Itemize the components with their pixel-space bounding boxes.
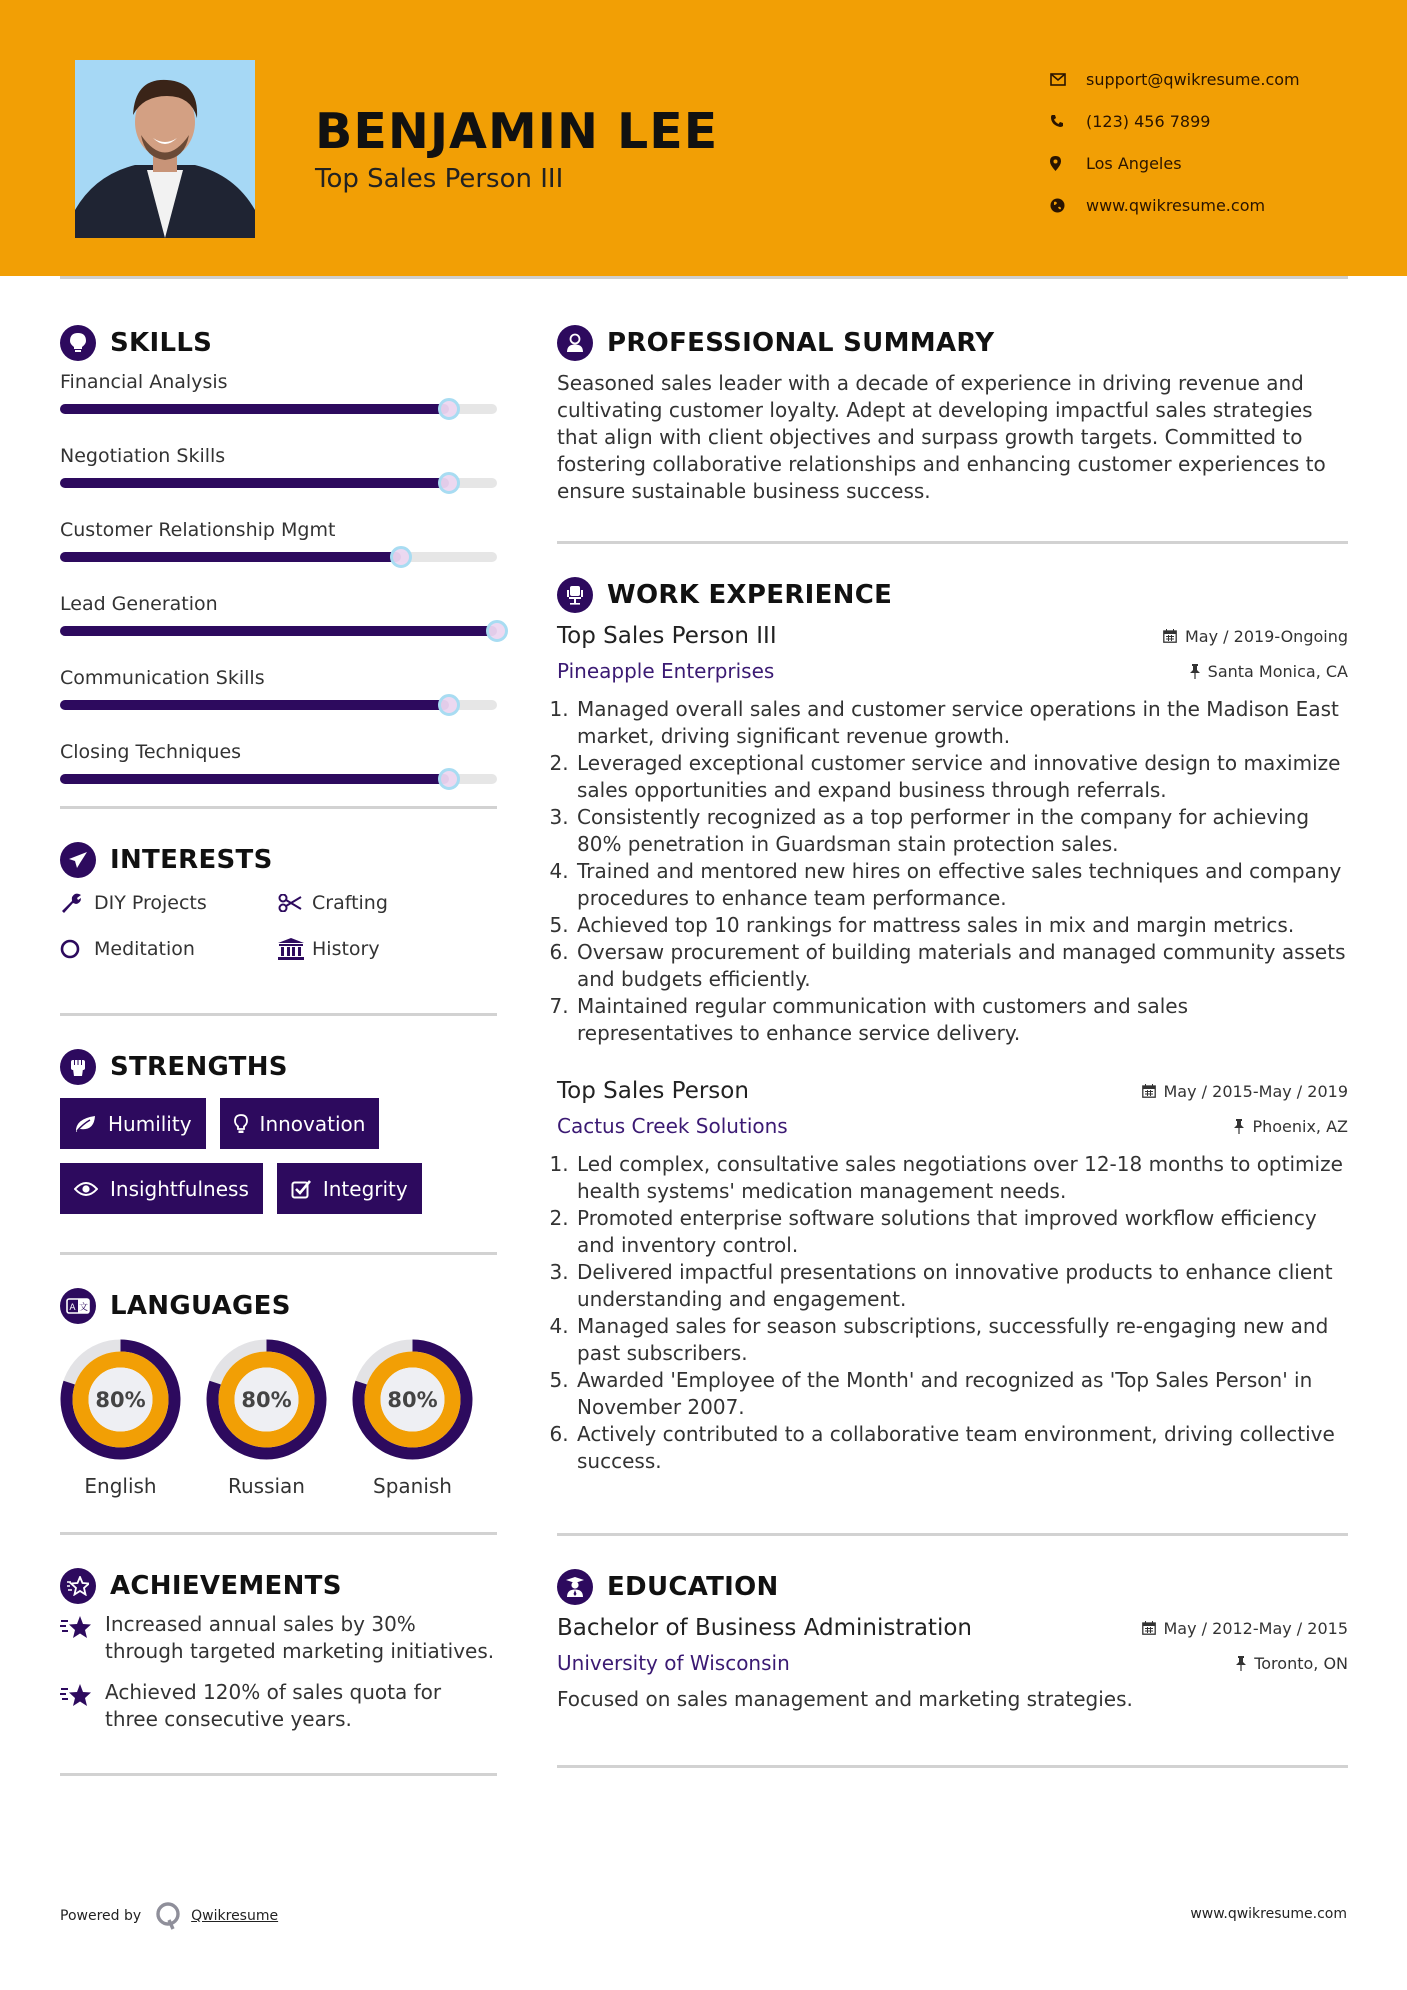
skill-knob xyxy=(438,472,460,494)
summary-text: Seasoned sales leader with a decade of experience in driving revenue and cultivating customer loyalty. Adept at developing impactful sales strategies that align with client objectives and surpass growth targets. Committed to fostering collaborative relationships and enhancing customer experiences to ensure sustainable business success. xyxy=(557,371,1326,503)
envelope-icon xyxy=(1050,73,1086,86)
contact-phone-text: (123) 456 7899 xyxy=(1086,111,1211,131)
eye-icon xyxy=(74,1181,98,1197)
summary-heading: PROFESSIONAL SUMMARY xyxy=(557,320,1348,366)
strength-chip: Insightfulness xyxy=(60,1163,263,1214)
leaf-icon xyxy=(74,1115,96,1133)
globe-icon xyxy=(1050,198,1086,213)
chair-icon xyxy=(557,577,593,613)
candidate-title: Top Sales Person III xyxy=(315,164,564,194)
achievement-item: Achieved 120% of sales quota for three consecutive years. xyxy=(60,1679,497,1733)
footer-website[interactable]: www.qwikresume.com xyxy=(1190,1906,1347,1922)
job-title: Top Sales Person III xyxy=(557,623,777,649)
achievement-item: Increased annual sales by 30% through targeted marketing initiatives. xyxy=(60,1611,497,1665)
paper-plane-icon xyxy=(60,842,96,878)
qwikresume-logo-icon xyxy=(155,1902,181,1930)
map-marker-icon xyxy=(1050,156,1086,171)
skill-bar xyxy=(60,404,497,414)
circle-icon xyxy=(60,939,94,959)
lightbulb-icon xyxy=(60,325,96,361)
interest-item: Meditation xyxy=(60,929,278,969)
job-dates: May / 2019-Ongoing xyxy=(1163,627,1348,646)
language-donut: 80% xyxy=(60,1339,181,1460)
achievements-list xyxy=(60,1611,497,1733)
language-item: 80% Spanish xyxy=(352,1339,473,1498)
contact-location xyxy=(1050,142,1300,184)
left-column xyxy=(60,320,497,1776)
job-company: Cactus Creek Solutions xyxy=(557,1114,788,1138)
skill-item: Customer Relationship Mgmt xyxy=(60,510,497,562)
skill-knob xyxy=(438,768,460,790)
job-bullets: 1. Managed overall sales and customer service operations in the Madison East market, driving significant revenue growth. 2. Leveraged exceptional customer service and innovative design to maximize sales opportunities and expand business through referrals. 3. Consistently recognized as a top performer in the company for achieving 80% penetration in Guardsman stain protection sales. 4. Trained and mentored new hires on effective sales techniques and company procedures to enhance team performance. 5. Achieved top 10 rankings for mattress sales in mix and margin metrics. 6. Oversaw procurement of building materials and managed community assets and budgets efficiently. 7. Maintained regular communication with customers and sales representatives to enhance service delivery. xyxy=(557,696,1348,1047)
language-item: 80% Russian xyxy=(206,1339,327,1498)
contact-email[interactable] xyxy=(1050,58,1300,100)
skill-bar xyxy=(60,774,497,784)
languages-heading: A 文 LANGUAGES xyxy=(60,1283,497,1329)
svg-text:A: A xyxy=(69,1303,76,1313)
section-divider xyxy=(60,1252,497,1255)
language-donut: 80% xyxy=(352,1339,473,1460)
qwikresume-link[interactable]: Qwikresume xyxy=(191,1908,279,1924)
language-item: 80% English xyxy=(60,1339,181,1498)
achievements-heading: ACHIEVEMENTS xyxy=(60,1563,497,1609)
skill-item: Negotiation Skills xyxy=(60,436,497,488)
calendar-icon xyxy=(1142,1621,1156,1635)
section-divider xyxy=(60,806,497,809)
header-divider xyxy=(60,276,1348,279)
star-icon xyxy=(60,1611,105,1643)
user-icon xyxy=(557,325,593,361)
star-badge-icon xyxy=(60,1568,96,1604)
section-divider xyxy=(557,541,1348,544)
scissors-icon xyxy=(278,894,312,912)
star-icon xyxy=(60,1679,105,1711)
pushpin-icon xyxy=(1234,1119,1244,1134)
interests-list xyxy=(60,883,497,969)
interest-item: History xyxy=(278,929,496,969)
job-entry xyxy=(557,1073,1348,1475)
skills-heading: SKILLS xyxy=(60,320,497,366)
strengths-heading: STRENGTHS xyxy=(60,1044,497,1090)
school: University of Wisconsin xyxy=(557,1651,790,1675)
section-divider xyxy=(60,1773,497,1776)
job-title: Top Sales Person xyxy=(557,1078,749,1104)
section-divider xyxy=(557,1765,1348,1768)
language-donut: 80% xyxy=(206,1339,327,1460)
skill-item: Financial Analysis xyxy=(60,362,497,414)
interests-heading: INTERESTS xyxy=(60,837,497,883)
job-location: Phoenix, AZ xyxy=(1234,1117,1348,1136)
strength-chip: Innovation xyxy=(220,1098,380,1149)
degree: Bachelor of Business Administration xyxy=(557,1615,972,1641)
skill-knob xyxy=(438,694,460,716)
job-entry xyxy=(557,618,1348,1047)
job-company: Pineapple Enterprises xyxy=(557,659,775,683)
skills-list xyxy=(60,362,497,784)
skill-bar xyxy=(60,552,497,562)
language-icon xyxy=(60,1288,96,1324)
calendar-icon xyxy=(1142,1084,1156,1098)
education-location: Toronto, ON xyxy=(1236,1654,1348,1673)
strengths-list xyxy=(60,1098,497,1214)
education-heading: EDUCATION xyxy=(557,1564,1348,1610)
svg-text:文: 文 xyxy=(78,1303,89,1313)
section-divider xyxy=(60,1013,497,1016)
job-bullets: 1. Led complex, consultative sales negotiations over 12-18 months to optimize health systems' medication management needs. 2. Promoted enterprise software solutions that improved workflow efficiency and inventory control. 3. Delivered impactful presentations on innovative products to enhance client understanding and engagement. 4. Managed sales for season subscriptions, successfully re-engaging new and past subscribers. 5. Awarded 'Employee of the Month' and recognized as 'Top Sales Person' in November 2007. 6. Actively contributed to a collaborative team environment, driving collective success. xyxy=(557,1151,1348,1475)
interest-item: Crafting xyxy=(278,883,496,923)
skill-knob xyxy=(390,546,412,568)
contact-list xyxy=(1050,58,1300,226)
education-description: Focused on sales management and marketing strategies. xyxy=(557,1687,1133,1711)
calendar-icon xyxy=(1163,629,1177,643)
skill-item: Lead Generation xyxy=(60,584,497,636)
checkbox-icon xyxy=(291,1179,311,1199)
skill-knob xyxy=(486,620,508,642)
education-entry xyxy=(557,1610,1348,1713)
contact-location-text: Los Angeles xyxy=(1086,153,1182,173)
contact-website-text: www.qwikresume.com xyxy=(1086,195,1266,215)
contact-email-text: support@qwikresume.com xyxy=(1086,69,1300,89)
skill-bar xyxy=(60,700,497,710)
strength-chip: Integrity xyxy=(277,1163,422,1214)
skill-bar xyxy=(60,626,497,636)
section-divider xyxy=(557,1533,1348,1536)
job-dates: May / 2015-May / 2019 xyxy=(1142,1082,1349,1101)
languages-list xyxy=(60,1339,497,1498)
lightbulb-icon xyxy=(234,1114,248,1134)
skill-item: Closing Techniques xyxy=(60,732,497,784)
section-divider xyxy=(60,1532,497,1535)
phone-icon xyxy=(1050,114,1086,128)
pushpin-icon xyxy=(1236,1656,1246,1671)
fist-icon xyxy=(60,1049,96,1085)
profile-photo xyxy=(75,60,255,238)
strength-chip: Humility xyxy=(60,1098,206,1149)
footer-powered-by: Powered by Qwikresume xyxy=(60,1902,278,1930)
interest-item: DIY Projects xyxy=(60,883,278,923)
skill-knob xyxy=(438,398,460,420)
wrench-icon xyxy=(60,893,94,913)
right-column xyxy=(557,320,1348,1768)
job-location: Santa Monica, CA xyxy=(1190,662,1348,681)
bank-icon xyxy=(278,938,312,960)
skill-bar xyxy=(60,478,497,488)
education-dates: May / 2012-May / 2015 xyxy=(1142,1619,1349,1638)
candidate-name: BENJAMIN LEE xyxy=(315,103,719,160)
pushpin-icon xyxy=(1190,664,1200,679)
graduate-icon xyxy=(557,1569,593,1605)
experience-heading: WORK EXPERIENCE xyxy=(557,572,1348,618)
contact-phone[interactable] xyxy=(1050,100,1300,142)
skill-item: Communication Skills xyxy=(60,658,497,710)
contact-website[interactable] xyxy=(1050,184,1300,226)
resume-header xyxy=(0,0,1407,276)
